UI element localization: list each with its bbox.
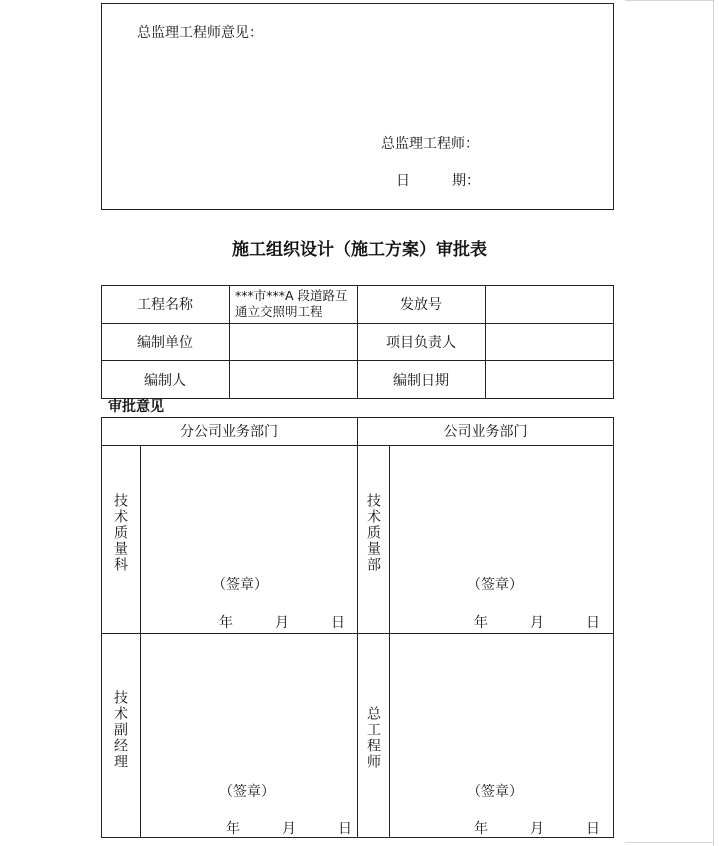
date-line: 年 月 日	[219, 615, 345, 631]
compile-date-label: 编制日期	[393, 372, 449, 389]
date-line: 年 月 日	[474, 821, 600, 837]
project-name-label: 工程名称	[137, 297, 193, 313]
issue-no-label: 发放号	[400, 297, 442, 313]
role-label: 技术副经理	[112, 690, 128, 770]
stamp-label: （签章）	[467, 784, 523, 800]
page-edge-line	[713, 0, 714, 846]
role-label: 技术质量科	[112, 493, 128, 573]
compiler-label: 编制人	[144, 372, 186, 389]
date-line: 年 月 日	[474, 615, 600, 631]
table-rule	[140, 445, 141, 838]
date-line: 年 月 日	[226, 821, 352, 837]
page-edge-line	[625, 842, 713, 843]
branch-dept-header: 分公司业务部门	[180, 424, 278, 440]
role-label: 技术质量部	[365, 493, 381, 573]
chief-supervisor-sign-label: 总监理工程师：	[381, 136, 479, 152]
page-edge-line	[625, 0, 713, 1]
approval-section-label: 审批意见	[108, 399, 164, 415]
form-title: 施工组织设计（施工方案）审批表	[232, 240, 487, 260]
table-rule	[485, 285, 486, 399]
stamp-label: （签章）	[219, 784, 275, 800]
table-rule	[357, 417, 358, 838]
table-rule	[229, 285, 230, 399]
stamp-label: （签章）	[212, 577, 268, 593]
date-label: 日 期：	[396, 173, 480, 189]
company-dept-header: 公司业务部门	[443, 424, 528, 440]
table-rule	[389, 445, 390, 838]
project-name-value: ***市***A 段道路互通立交照明工程	[235, 288, 348, 319]
compile-unit-label: 编制单位	[137, 334, 193, 351]
chief-supervisor-opinion-label: 总监理工程师意见：	[137, 25, 263, 41]
stamp-label: （签章）	[467, 577, 523, 593]
project-manager-label: 项目负责人	[386, 334, 456, 351]
role-label: 总工程师	[365, 706, 381, 770]
